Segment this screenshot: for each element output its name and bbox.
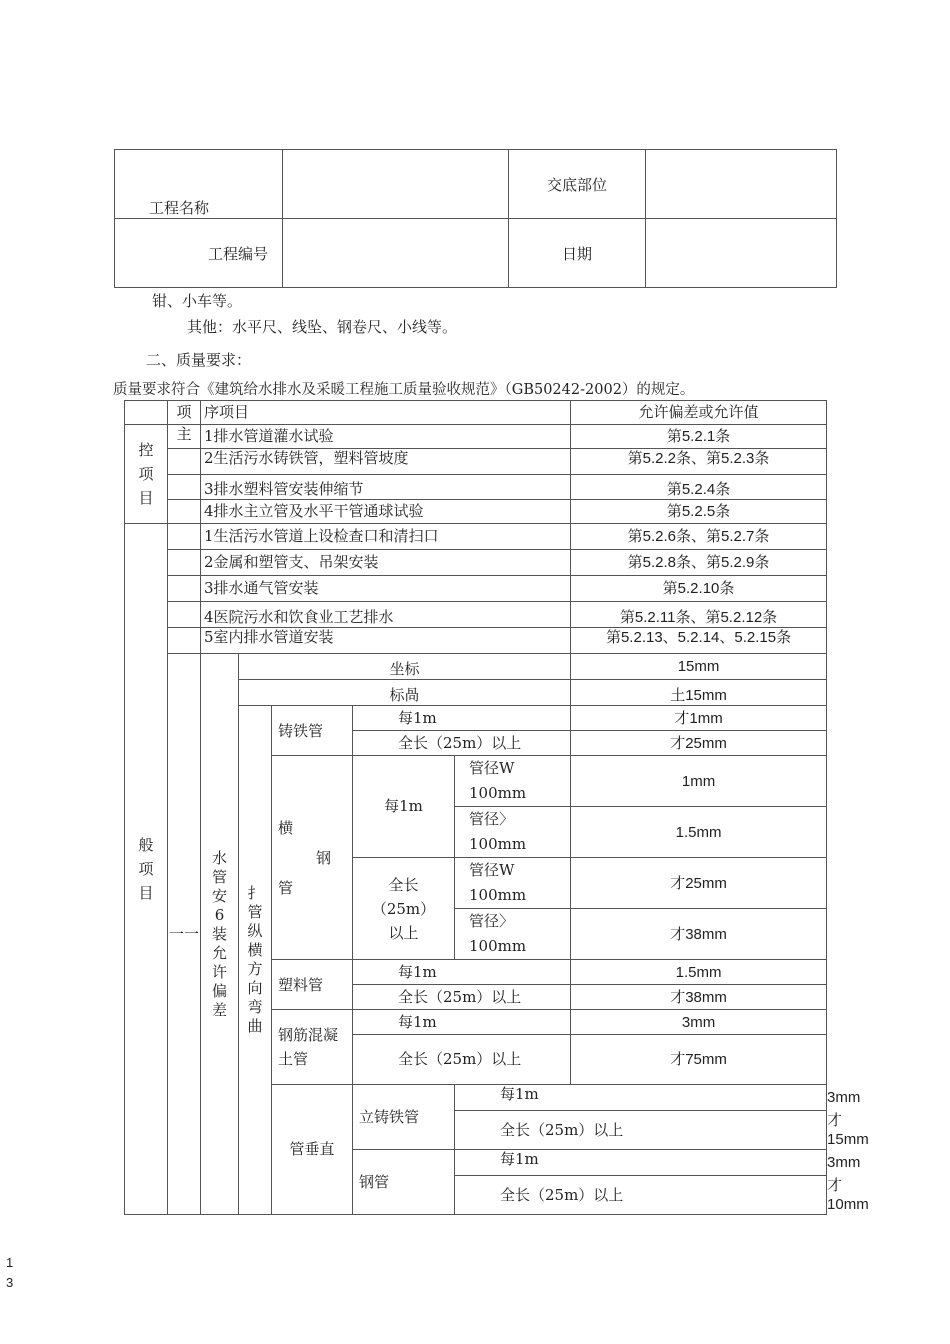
steel-pipe-label bbox=[272, 756, 353, 960]
table-row: 2生活污水铸铁管，塑料管坡度 bbox=[201, 449, 571, 475]
row-value: 第5.2.11条、第5.2.12条 bbox=[571, 602, 827, 628]
per-1m-label: 每1m bbox=[353, 706, 571, 731]
elev-value: 土15mm bbox=[571, 680, 827, 706]
plastic-full-value: 才38mm bbox=[571, 985, 827, 1010]
col-seq-header: 序项目 bbox=[201, 401, 571, 425]
steel-full-gt-value: 才38mm bbox=[571, 909, 827, 960]
bend-label: 扌管纵横方向弯曲 bbox=[239, 706, 272, 1215]
table-row: 3排水塑料管安装伸缩节 bbox=[201, 475, 571, 500]
date-value bbox=[646, 219, 837, 288]
corner-cell bbox=[125, 401, 168, 425]
full-length-label: 全长（25m）以上 bbox=[353, 731, 571, 756]
steel-label-b: 钢 bbox=[316, 848, 332, 867]
table-row: 3排水通气管安装 bbox=[201, 576, 571, 602]
requirement-text: 质量要求符合《建筑给水排水及采暖工程施工质量验收规范》（GB50242-2002）的规定。 bbox=[113, 382, 695, 398]
steel-full-le-value: 才25mm bbox=[571, 858, 827, 909]
empty-cell bbox=[168, 576, 201, 602]
body-line-1: 钳、小车等。 bbox=[152, 292, 243, 310]
full-length-label: 全长（25m）以上 bbox=[353, 858, 455, 960]
general-group-label: 般项目 bbox=[125, 524, 168, 1215]
row-value: 第5.2.5条 bbox=[571, 500, 827, 524]
row-value: 第5.2.1条 bbox=[571, 425, 827, 449]
project-no-label: 工程编号 bbox=[115, 219, 283, 288]
empty-cell bbox=[168, 449, 201, 475]
header-table bbox=[114, 149, 837, 288]
empty-cell bbox=[168, 628, 201, 654]
steel-1m-gt-value: 1.5mm bbox=[571, 807, 827, 858]
vert-steel-label: 钢管 bbox=[353, 1150, 455, 1215]
empty-cell bbox=[168, 524, 201, 550]
row-value: 第5.2.6条、第5.2.7条 bbox=[571, 524, 827, 550]
section-title: 二、质量要求： bbox=[146, 351, 252, 369]
full-length-label: 全长（25m）以上 bbox=[353, 1035, 571, 1085]
vert-cast-label: 立铸铁管 bbox=[353, 1085, 455, 1150]
elev-label: 标咼 bbox=[239, 680, 571, 706]
body-line-2: 其他：水平尺、线坠、钢卷尺、小线等。 bbox=[187, 318, 458, 336]
cast-iron-full-value: 才25mm bbox=[571, 731, 827, 756]
date-label: 日期 bbox=[509, 219, 646, 288]
empty-cell bbox=[168, 500, 201, 524]
full-length-label: 全长（25m）以上 bbox=[455, 1176, 827, 1215]
dia-gt-label: 管径〉 100mm bbox=[455, 807, 571, 858]
row-value: 第5.2.4条 bbox=[571, 475, 827, 500]
page-number bbox=[6, 1253, 13, 1293]
table-row: 2金属和塑管支、吊架安装 bbox=[201, 550, 571, 576]
row-value: 第5.2.13、5.2.14、5.2.15条 bbox=[571, 628, 827, 654]
full-length-label: 全长（25m）以上 bbox=[455, 1111, 827, 1150]
rc-full-value: 才75mm bbox=[571, 1035, 827, 1085]
col-item-header: 项 bbox=[168, 401, 201, 425]
empty-cell bbox=[168, 602, 201, 628]
page-number-line-2: 3 bbox=[6, 1275, 14, 1290]
steel-1m-le-value: 1mm bbox=[571, 756, 827, 807]
vertical-label: 管垂直 bbox=[272, 1085, 353, 1215]
per-1m-label: 每1m bbox=[455, 1085, 827, 1111]
table-row: 1排水管道灌水试验 bbox=[201, 425, 571, 449]
main-group-label: 控项目 bbox=[125, 425, 168, 524]
steel-label-a: 横 bbox=[278, 818, 294, 837]
per-1m-label: 每1m bbox=[353, 960, 571, 985]
dia-gt-label: 管径〉 100mm bbox=[455, 909, 571, 960]
project-name-label: 工程名称 bbox=[115, 150, 283, 219]
plastic-1m-value: 1.5mm bbox=[571, 960, 827, 985]
coord-label: 坐标 bbox=[239, 654, 571, 680]
steel-label-c: 管 bbox=[278, 878, 294, 897]
per-1m-label: 每1m bbox=[353, 1010, 571, 1035]
sub-group-label: 水管安6装允许偏差 bbox=[201, 654, 239, 1215]
row-value: 第5.2.10条 bbox=[571, 576, 827, 602]
per-1m-label: 每1m bbox=[455, 1150, 827, 1176]
plastic-pipe-label: 塑料管 bbox=[272, 960, 353, 1010]
table-row: 4排水主立管及水平干管通球试验 bbox=[201, 500, 571, 524]
quality-table: 项 序项目 允许偏差或允许值 控项目 主 1排水管道灌水试验 第5.2.1条 2生活污水铸铁管，塑料管坡度 第5.2.2条、第5.2.3条 3排水塑料管安装伸缩节 第5.2.4条 4排水主立管及水平干管通球试验 第5.2.5条 般项目 1生活污水管道上设检查口和清扫口 第5.2.6条、第5.2.7条 2金属和塑管支、吊架安装 第5.2.8条、第5.2.9条 3排水通气管安装 第5.2.10条 4医院污水和饮食业工艺排水 第5.2.11条、第5.2.12条 5室内排水管道安装 第5.2.13、5.2.14、5.2.15条 一一 水管安6装允许偏差 坐标 15mm 标咼 土15mm 扌管纵横方向弯曲 铸铁管 每1m 才1mm 全长（25m）以上 才25mm 横 钢 管 每1m 管径W 100mm 1mm 管径〉 100mm 1.5mm 全长（25m）以上 管径W 100mm 才25mm 管径〉 100mm 才38mm 塑料管 每1m 1.5mm 全长（25m）以上 才38mm 钢筋混凝土管 每1m 3mm 全长（25m）以上 才75mm 管垂直 立铸铁管 每1m 3mm 全长（25m）以上 才15mm 钢管 每1m 3mm 全长（25m）以上 才10mm bbox=[124, 400, 827, 1215]
per-1m-label: 每1m bbox=[353, 756, 455, 858]
cast-iron-label: 铸铁管 bbox=[272, 706, 353, 756]
dia-le-label: 管径W 100mm bbox=[455, 756, 571, 807]
dash-label: 一一 bbox=[168, 654, 201, 1215]
dia-le-label: 管径W 100mm bbox=[455, 858, 571, 909]
cast-iron-1m-value: 才1mm bbox=[571, 706, 827, 731]
rc-1m-value: 3mm bbox=[571, 1010, 827, 1035]
row-value: 第5.2.2条、第5.2.3条 bbox=[571, 449, 827, 475]
table-row: 5室内排水管道安装 bbox=[201, 628, 571, 654]
rc-pipe-label: 钢筋混凝土管 bbox=[272, 1010, 353, 1085]
full-length-label: 全长（25m）以上 bbox=[353, 985, 571, 1010]
table-row: 1生活污水管道上设检查口和清扫口 bbox=[201, 524, 571, 550]
project-no-value bbox=[283, 219, 509, 288]
empty-cell bbox=[168, 475, 201, 500]
coord-value: 15mm bbox=[571, 654, 827, 680]
row-value: 第5.2.8条、第5.2.9条 bbox=[571, 550, 827, 576]
page-number-line-1: 1 bbox=[6, 1255, 14, 1270]
project-name-value bbox=[283, 150, 509, 219]
part-value bbox=[646, 150, 837, 219]
main-char: 主 bbox=[168, 425, 201, 449]
col-value-header: 允许偏差或允许值 bbox=[571, 401, 827, 425]
empty-cell bbox=[168, 550, 201, 576]
part-label: 交底部位 bbox=[509, 150, 646, 219]
table-row: 4医院污水和饮食业工艺排水 bbox=[201, 602, 571, 628]
